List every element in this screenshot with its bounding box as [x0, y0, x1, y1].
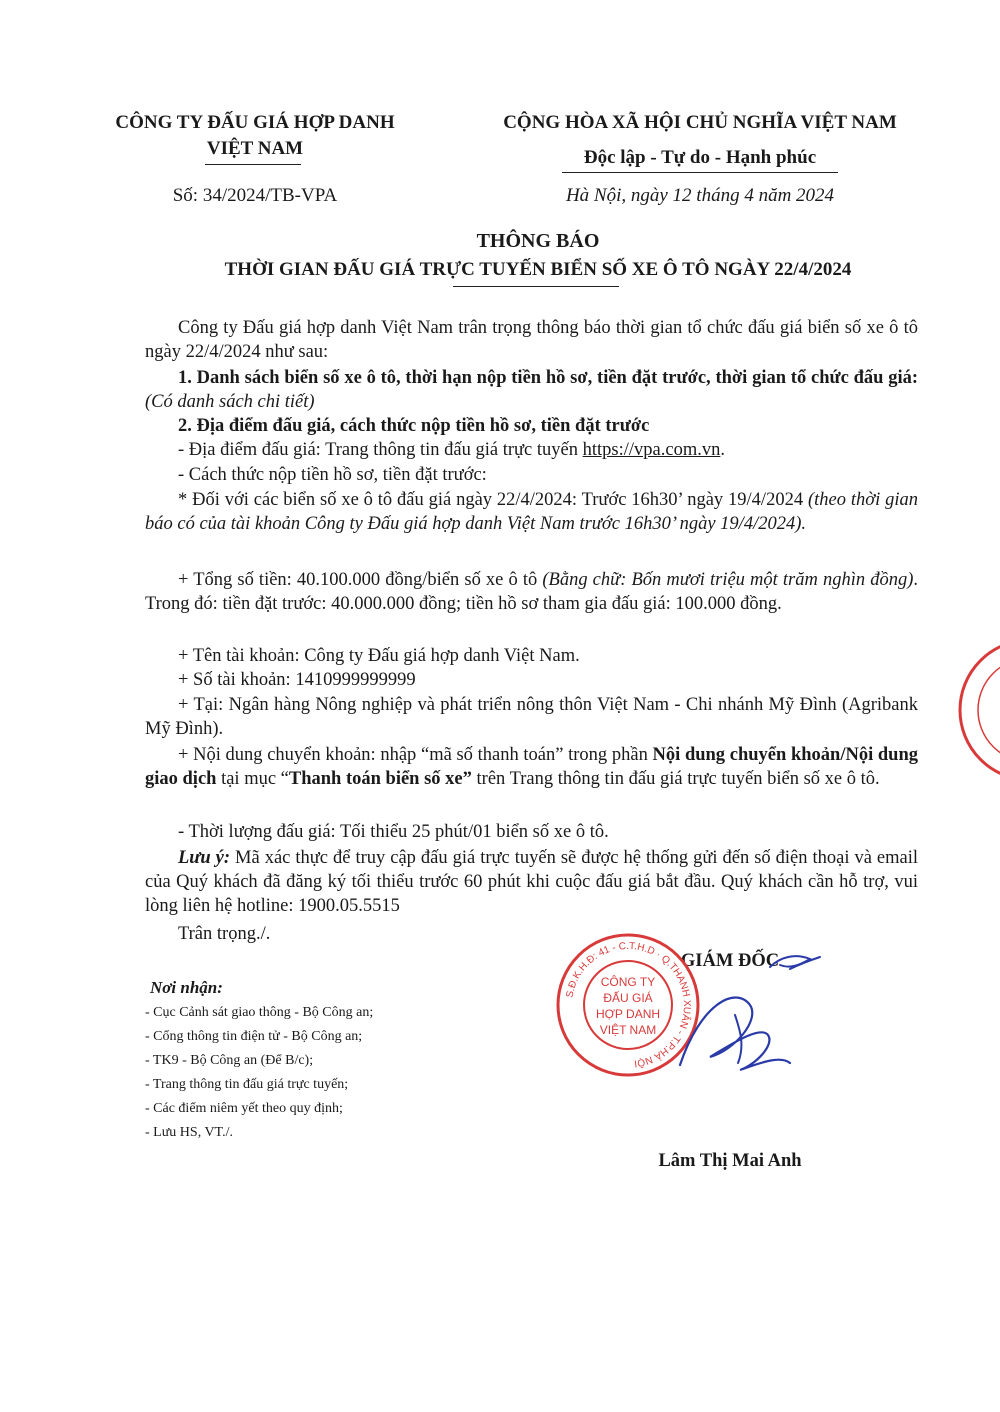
national-title: CỘNG HÒA XÃ HỘI CHỦ NGHĨA VIỆT NAM	[503, 112, 897, 133]
stamp-line4: VIỆT NAM	[599, 1023, 657, 1037]
note-label: Lưu ý:	[178, 848, 231, 868]
note-paragraph: Lưu ý: Mã xác thực để truy cập đấu giá trực tuyến sẽ được hệ thống gửi đến số điện thoại và email của Quý khách đã đăng ký tối thiểu trước 60 phút khi cuộc đấu giá bắt đầu. Quý khách cần hỗ trợ, vui lòng liên hệ hotline: 1900.05.5515	[145, 848, 919, 916]
signer-role: GIÁM ĐỐC	[680, 951, 780, 971]
signer-name: Lâm Thị Mai Anh	[658, 1151, 802, 1171]
recipient-item: - Lưu HS, VT./.	[145, 1125, 233, 1140]
organization-name	[90, 110, 420, 162]
stamp-line2: ĐẤU GIÁ	[603, 991, 653, 1005]
notice-subtitle: THỜI GIAN ĐẤU GIÁ TRỰC TUYẾN BIỂN SỐ XE Ô TÔ NGÀY 22/4/2024	[224, 259, 852, 280]
account-name: + Tên tài khoản: Công ty Đấu giá hợp danh Việt Nam.	[178, 646, 580, 666]
payment-deadline: * Đối với các biển số xe ô tô đấu giá ngày 22/4/2024: Trước 16h30’ ngày 19/4/2024 (theo thời gian báo có của tài khoản Công ty Đấu giá hợp danh Việt Nam trước 16h30’ ngày 19/4/2024).	[145, 490, 918, 534]
auction-website-link[interactable]: https://vpa.com.vn	[582, 440, 721, 460]
recipients-block	[145, 975, 475, 1145]
recipient-item: - TK9 - Bộ Công an (Để B/c);	[145, 1053, 314, 1068]
intro-paragraph: Công ty Đấu giá hợp danh Việt Nam trân trọng thông báo thời gian tổ chức đấu giá biển số xe ô tô ngày 22/4/2024 như sau:	[145, 318, 918, 362]
handwritten-signature-icon	[640, 945, 830, 1085]
stamp-ring-text: S.Đ.K.H.Đ: 41 - C.T.H.D · Q.THANH XUÂN - T.P.HÀ NỘI	[564, 940, 693, 1069]
payment-deadline-note: (theo thời gian báo có của tài khoản Công ty Đấu giá hợp danh Việt Nam trước 16h30’ ngày 19/4/2024).	[145, 490, 918, 534]
motto-underline	[562, 172, 838, 173]
section-1-note: (Có danh sách chi tiết)	[145, 392, 315, 412]
recipient-item: - Các điểm niêm yết theo quy định;	[145, 1101, 343, 1116]
edge-seal-icon	[955, 620, 1000, 800]
payment-method: - Cách thức nộp tiền hồ sơ, tiền đặt trước:	[178, 465, 487, 485]
auction-location: - Địa điểm đấu giá: Trang thông tin đấu giá trực tuyến https://vpa.com.vn.	[178, 440, 725, 460]
bank-info: + Tại: Ngân hàng Nông nghiệp và phát triển nông thôn Việt Nam - Chi nhánh Mỹ Đình (Agribank Mỹ Đình).	[145, 695, 918, 739]
section-2-heading: 2. Địa điểm đấu giá, cách thức nộp tiền hồ sơ, tiền đặt trước	[178, 416, 650, 436]
stamp-line3: HỢP DANH	[595, 1007, 661, 1021]
stamp-line1: CÔNG TY	[600, 975, 656, 989]
total-amount: + Tổng số tiền: 40.100.000 đồng/biển số xe ô tô (Bằng chữ: Bốn mươi triệu một trăm nghìn đồng). Trong đó: tiền đặt trước: 40.000.000 đồng; tiền hồ sơ tham gia đấu giá: 100.000 đồng.	[145, 570, 918, 614]
section-1-heading: 1. Danh sách biển số xe ô tô, thời hạn nộp tiền hồ sơ, tiền đặt trước, thời gian tổ chức đấu giá:	[178, 368, 918, 388]
notice-title: THÔNG BÁO	[476, 230, 600, 252]
organization-name-line2: VIỆT NAM	[206, 138, 304, 159]
title-underline	[453, 286, 619, 287]
transfer-content: + Nội dung chuyển khoản: nhập “mã số thanh toán” trong phần Nội dung chuyển khoản/Nội dung giao dịch tại mục “Thanh toán biển số xe” trên Trang thông tin đấu giá trực tuyến biển số xe ô tô.	[145, 745, 919, 789]
closing: Trân trọng./.	[178, 924, 271, 944]
recipients-title: Nơi nhận:	[150, 978, 223, 997]
document-number: Số: 34/2024/TB-VPA	[172, 185, 338, 206]
section-1	[145, 366, 918, 414]
place-date: Hà Nội, ngày 12 tháng 4 năm 2024	[565, 185, 835, 206]
total-amount-words: (Bằng chữ: Bốn mươi triệu một trăm nghìn đồng)	[542, 570, 914, 590]
organization-name-line1: CÔNG TY ĐẤU GIÁ HỢP DANH	[115, 112, 395, 133]
national-motto: Độc lập - Tự do - Hạnh phúc	[583, 147, 817, 168]
org-underline	[205, 164, 301, 165]
account-number: + Số tài khoản: 1410999999999	[178, 670, 416, 690]
recipient-item: - Trang thông tin đấu giá trực tuyến;	[145, 1077, 349, 1092]
recipient-item: - Cổng thông tin điện tử - Bộ Công an;	[145, 1029, 363, 1044]
auction-duration: - Thời lượng đấu giá: Tối thiểu 25 phút/01 biển số xe ô tô.	[178, 822, 609, 842]
recipient-item: - Cục Cảnh sát giao thông - Bộ Công an;	[145, 1005, 374, 1020]
